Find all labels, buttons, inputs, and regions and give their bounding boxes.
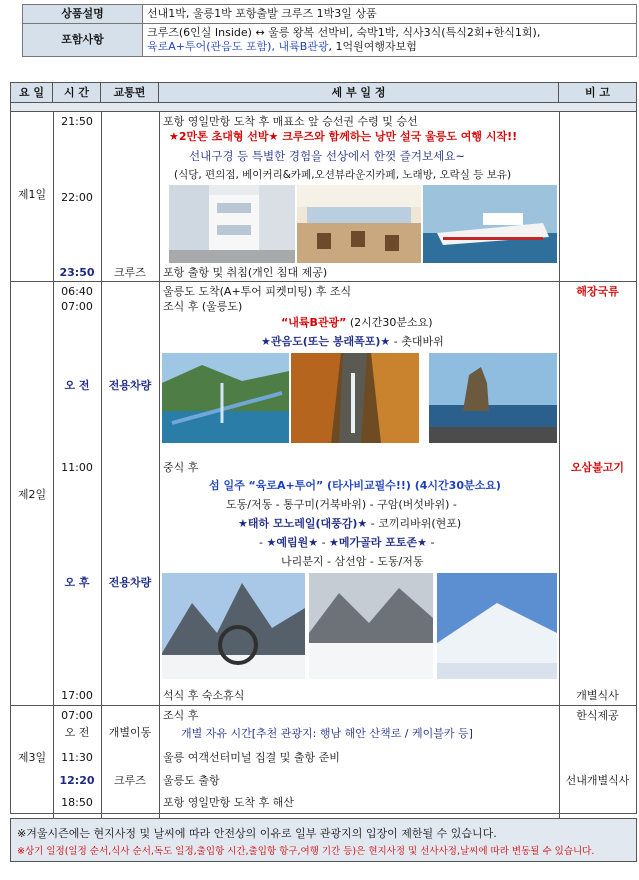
candle-rock-photo xyxy=(429,353,557,443)
taeha-monorail: ★태하 모노레일(대풍감)★ xyxy=(238,517,368,530)
megagola-photozone: ★메가골라 포토존★ xyxy=(329,536,427,549)
day1-time-3: 23:50 xyxy=(59,266,95,279)
day3-transport-1: 개별이동 xyxy=(108,726,152,739)
inland-b-tour: “내륙B관광” xyxy=(281,316,347,329)
day2-transport-pm: 전용차량 xyxy=(108,576,152,589)
land-a-tour: 섬 일주 “육로A+투어” (타사비교필수!!) xyxy=(209,479,411,492)
incl-insurance: , 1억원여행자보험 xyxy=(328,40,417,53)
day2-line9 xyxy=(259,536,434,549)
dash: - xyxy=(259,536,267,549)
day1-transport: 크루즈 xyxy=(114,266,146,279)
day3-line5: 포항 영일만항 도착 후 해산 xyxy=(163,796,294,809)
yerimwon: ★예림원★ xyxy=(266,536,319,549)
divider xyxy=(11,111,636,112)
col-divider xyxy=(101,111,102,821)
day2-line11: 석식 후 숙소휴식 xyxy=(163,689,245,702)
day1-line1: 포항 영일만항 도착 후 매표소 앞 승선권 수령 및 승선 xyxy=(163,115,418,128)
schedule-header xyxy=(11,83,636,103)
day2-label: 제2일 xyxy=(17,488,47,501)
day2-time-3: 11:00 xyxy=(61,461,93,474)
incl-line2 xyxy=(147,40,632,54)
day3-time-2: 오 전 xyxy=(64,726,90,739)
day1-line5: 포항 출항 및 취침(개인 침대 제공) xyxy=(163,266,328,279)
day2-note-breakfast: 해장국류 xyxy=(576,285,619,298)
header-time: 시 간 xyxy=(53,83,101,103)
day3-time-4: 12:20 xyxy=(59,774,95,787)
land-a-duration: (4시간30분소요) xyxy=(410,479,501,492)
product-info-table xyxy=(22,4,637,57)
day2-time-4: 17:00 xyxy=(61,689,93,702)
day2-am: 오 전 xyxy=(64,379,90,392)
day2-note-dinner: 개별식사 xyxy=(576,689,619,702)
day1-time-1: 21:50 xyxy=(61,115,93,128)
header-day: 요 일 xyxy=(11,83,53,103)
coastal-bridge-photo xyxy=(162,353,289,443)
day2-line8 xyxy=(238,517,461,530)
incl-tours: 육로A+투어(관음도 포함), 내륙B관광 xyxy=(147,40,329,53)
day2-line2: 조식 후 (울릉도) xyxy=(163,300,243,313)
day3-line2: 개별 자유 시간[추천 관광지: 행남 해안 산책로 / 케이블카 등] xyxy=(181,727,473,740)
cabin-photo xyxy=(169,185,295,263)
day3-note-dinner: 선내개별식사 xyxy=(565,774,630,787)
day3-line3: 울릉 여객선터미널 집결 및 출항 준비 xyxy=(163,751,340,764)
day1-label: 제1일 xyxy=(17,188,47,201)
gwaneumdo-highlight: ★관음도(또는 봉래폭포)★ xyxy=(261,335,391,348)
header-detail: 세 부 일 정 xyxy=(159,83,559,103)
day2-time-1: 06:40 xyxy=(61,285,93,298)
day2-transport-am: 전용차량 xyxy=(108,379,152,392)
cruise-ship-photo xyxy=(423,185,557,263)
lounge-photo xyxy=(297,185,421,263)
monorail-photo xyxy=(162,573,305,679)
day3-transport-2: 크루즈 xyxy=(114,774,146,787)
divider xyxy=(11,281,636,282)
day2-line5: 중식 후 xyxy=(163,461,199,474)
divider xyxy=(11,705,636,706)
day2-time-2: 07:00 xyxy=(61,300,93,313)
incl-value xyxy=(143,24,637,57)
desc-label: 상품설명 xyxy=(23,5,143,24)
day3-line4: 울릉도 출항 xyxy=(163,774,220,787)
day1-time-2: 22:00 xyxy=(61,191,93,204)
footer-line2: ※상기 일정(일정 순서,식사 순서,독도 일정,출입항 시간,출입항 항구,여행 기간 등)은 현지사정 및 선사사정,날씨에 따라 변동될 수 있습니다. xyxy=(17,846,595,857)
day1-line4: (식당, 편의점, 베이커리&카페,오션뷰라운지카페, 노래방, 오락실 등 보유) xyxy=(174,169,512,181)
incl-label: 포함사항 xyxy=(23,24,143,57)
footer-line1: ※겨울시즌에는 현지사정 및 날씨에 따라 안전상의 이유로 일부 관광지의 입장이 제한될 수 있습니다. xyxy=(17,827,497,840)
schedule-table xyxy=(10,82,637,814)
day2-line4 xyxy=(261,335,444,348)
day2-note-lunch: 오삼불고기 xyxy=(570,461,625,474)
desc-value: 선내1박, 울릉1박 포항출발 크루즈 1박3일 상품 xyxy=(143,5,637,24)
day3-time-3: 11:30 xyxy=(61,751,93,764)
day1-line3: 선내구경 등 특별한 경험을 선상에서 한껏 즐겨보세요~ xyxy=(189,149,465,163)
candle-rock-text: - 촛대바위 xyxy=(390,335,444,348)
inland-b-duration: (2시간30분소요) xyxy=(346,316,433,329)
elephant-rock-text: - 코끼리바위(현포) xyxy=(367,517,462,530)
day3-line1: 조식 후 xyxy=(163,709,199,722)
day3-note-breakfast: 한식제공 xyxy=(576,709,619,722)
day2-line10: 나리분지 - 삼선암 - 도동/저동 xyxy=(281,555,424,568)
incl-line1: 크루즈(6인실 Inside) ↔ 울릉 왕복 선박비, 숙박1박, 식사3식(특식2회+한식1회), xyxy=(147,26,541,39)
day2-line6 xyxy=(209,479,501,492)
snowy-ridge-photo xyxy=(437,573,557,679)
footer-notice xyxy=(10,818,637,862)
waterfall-photo xyxy=(291,353,419,443)
spacer-row xyxy=(11,103,636,111)
day2-pm: 오 후 xyxy=(64,576,90,589)
day1-line2: ★2만톤 초대형 선박★ 크루즈와 함께하는 낭만 설국 울릉도 여행 시작!! xyxy=(169,130,518,143)
day2-line3 xyxy=(281,316,433,329)
dash: - xyxy=(318,536,330,549)
day3-label: 제3일 xyxy=(17,751,47,764)
dash: - xyxy=(426,536,435,549)
day2-line1: 울릉도 도착(A+투어 피켓미팅) 후 조식 xyxy=(163,285,352,298)
header-note: 비 고 xyxy=(584,86,611,99)
day2-line7: 도동/저동 - 통구미(거북바위) - 구암(버섯바위) - xyxy=(226,498,457,511)
day3-time-5: 18:50 xyxy=(61,796,93,809)
day3-time-1: 07:00 xyxy=(61,709,93,722)
snowy-valley-photo xyxy=(309,573,433,679)
header-transport: 교통편 xyxy=(101,83,159,103)
col-divider xyxy=(159,111,160,821)
